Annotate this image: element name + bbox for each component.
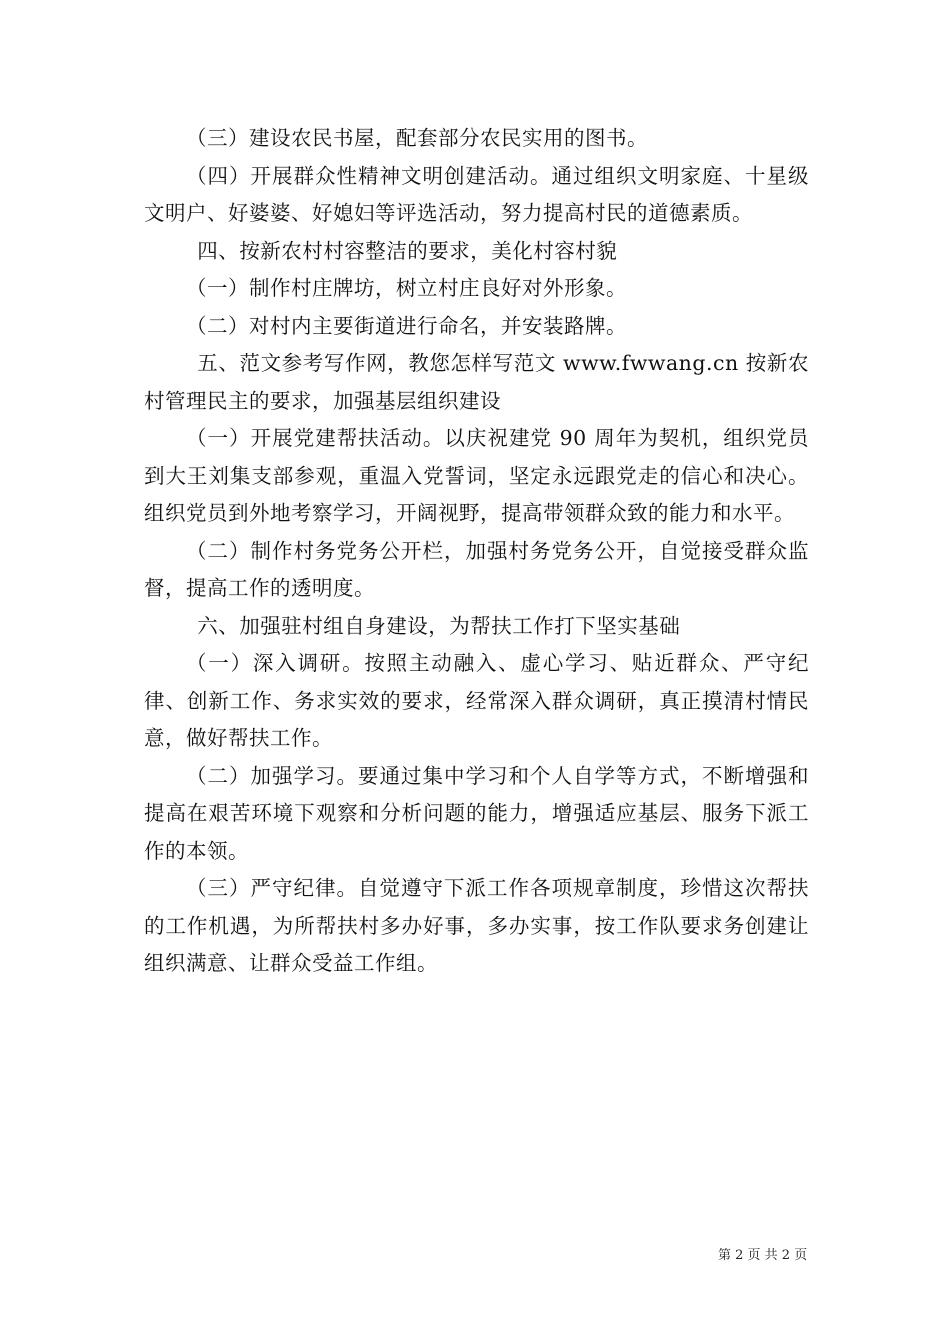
paragraph-village-archway: （一）制作村庄牌坊，树立村庄良好对外形象。	[186, 276, 628, 300]
paragraph-party-building: （一）开展党建帮扶活动。以庆祝建党 90 周年为契机，组织党员到大王刘集支部参观，重温入党誓词，坚定永远跟党走的信心和决心。组织党员到外地考察学习，开阔视野，提高带领群众致的能力和水平。	[144, 426, 809, 525]
section-heading-grassroots-organization: 五、范文参考写作网，教您怎样写范文 www.fwwang.cn 按新农村管理民主的要求，加强基层组织建设	[144, 351, 809, 413]
document-body	[144, 120, 809, 983]
paragraph-civilization-activities: （四）开展群众性精神文明创建活动。通过组织文明家庭、十星级文明户、好婆婆、好媳妇等评选活动，努力提高村民的道德素质。	[144, 163, 809, 225]
paragraph-public-affairs-board: （二）制作村务党务公开栏，加强村务党务公开，自觉接受群众监督，提高工作的透明度。	[144, 538, 809, 600]
paragraph-discipline: （三）严守纪律。自觉遵守下派工作各项规章制度，珍惜这次帮扶的工作机遇，为所帮扶村多办好事，多办实事，按工作队要求务创建让组织满意、让群众受益工作组。	[144, 876, 809, 975]
paragraph-street-naming: （二）对村内主要街道进行命名，并安装路牌。	[186, 313, 628, 338]
section-heading-village-appearance: 四、按新农村村容整洁的要求，美化村容村貌	[197, 238, 618, 263]
paragraph-study: （二）加强学习。要通过集中学习和个人自学等方式，不断增强和提高在艰苦环境下观察和分析问题的能力，增强适应基层、服务下派工作的本领。	[144, 763, 809, 863]
paragraph-farmer-library: （三）建设农民书屋，配套部分农民实用的图书。	[186, 126, 649, 150]
page-number-footer: 第 2 页 共 2 页	[718, 1248, 808, 1263]
section-heading-team-building: 六、加强驻村组自身建设，为帮扶工作打下坚实基础	[197, 613, 681, 638]
paragraph-research: （一）深入调研。按照主动融入、虚心学习、贴近群众、严守纪律、创新工作、务求实效的要求，经常深入群众调研，真正摸清村情民意，做好帮扶工作。	[144, 651, 809, 750]
